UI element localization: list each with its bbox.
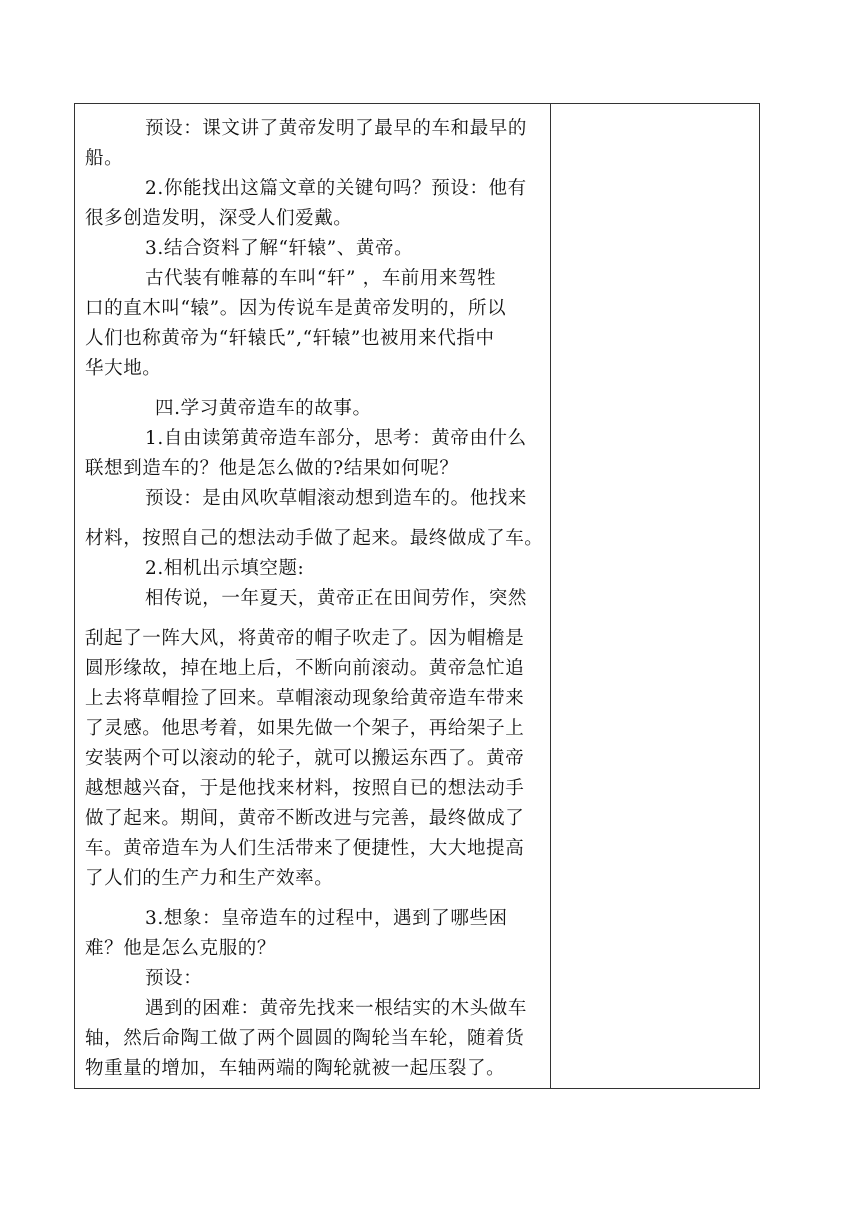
text-line: 轴，然后命陶工做了两个圆圆的陶轮当车轮，随着货 bbox=[85, 1028, 525, 1049]
lesson-table bbox=[74, 103, 760, 1089]
text-line: 刮起了一阵大风，将黄帝的帽子吹走了。因为帽檐是 bbox=[85, 628, 525, 649]
text-line: 物重量的增加，车轴两端的陶轮就被一起压裂了。 bbox=[85, 1058, 506, 1079]
text-line: 遇到的困难：黄帝先找来一根结实的木头做车 bbox=[145, 998, 528, 1019]
section-heading: 四.学习黄帝造车的故事。 bbox=[155, 398, 372, 419]
text-line: 2.你能找出这篇文章的关键句吗？预设：他有 bbox=[145, 178, 527, 199]
text-line: 了灵感。他思考着，如果先做一个架子，再给架子上 bbox=[85, 718, 525, 739]
text-line: 安装两个可以滚动的轮子，就可以搬运东西了。黄帝 bbox=[85, 748, 525, 769]
text-line: 难？他是怎么克服的？ bbox=[85, 938, 277, 959]
text-line: 预设：是由风吹草帽滚动想到造车的。他找来 bbox=[145, 488, 528, 509]
text-line: 预设： bbox=[145, 968, 203, 989]
text-line: 3.结合资料了解“轩辕”、黄帝。 bbox=[145, 238, 414, 259]
text-line: 越想越兴奋，于是他找来材料，按照自已的想法动手 bbox=[85, 778, 525, 799]
text-line: 口的直木叫“辕”。因为传说车是黄帝发明的，所以 bbox=[85, 298, 507, 319]
text-line: 3.想象：皇帝造车的过程中，遇到了哪些困 bbox=[145, 908, 508, 929]
text-line: 相传说，一年夏天，黄帝正在田间劳作，突然 bbox=[145, 588, 528, 609]
text-line: 了人们的生产力和生产效率。 bbox=[85, 868, 334, 889]
text-line: 华大地。 bbox=[85, 358, 162, 379]
text-line: 联想到造车的？他是怎么做的?结果如何呢？ bbox=[85, 458, 459, 479]
text-line: 船。 bbox=[85, 148, 124, 169]
text-line: 做了起来。期间，黄帝不断改进与完善，最终做成了 bbox=[85, 808, 525, 829]
notes-column bbox=[551, 104, 759, 1088]
content-column bbox=[75, 104, 551, 1088]
text-line: 车。黄帝造车为人们生活带来了便捷性，大大地提高 bbox=[85, 838, 525, 859]
text-line: 很多创造发明，深受人们爱戴。 bbox=[85, 208, 353, 229]
text-line: 圆形缘故，掉在地上后，不断向前滚动。黄帝急忙追 bbox=[85, 658, 525, 679]
text-line: 材料，按照自己的想法动手做了起来。最终做成了车。 bbox=[85, 528, 544, 549]
text-line: 2.相机出示填空题: bbox=[145, 558, 305, 579]
text-line: 1.自由读第黄帝造车部分，思考：黄帝由什么 bbox=[145, 428, 527, 449]
text-line: 上去将草帽捡了回来。草帽滚动现象给黄帝造车带来 bbox=[85, 688, 525, 709]
text-line: 古代装有帷幕的车叫“轩” ，车前用来驾牲 bbox=[145, 268, 497, 289]
text-line: 预设：课文讲了黄帝发明了最早的车和最早的 bbox=[145, 118, 528, 139]
text-line: 人们也称黄帝为“轩辕氏”,“轩辕”也被用来代指中 bbox=[85, 328, 495, 349]
